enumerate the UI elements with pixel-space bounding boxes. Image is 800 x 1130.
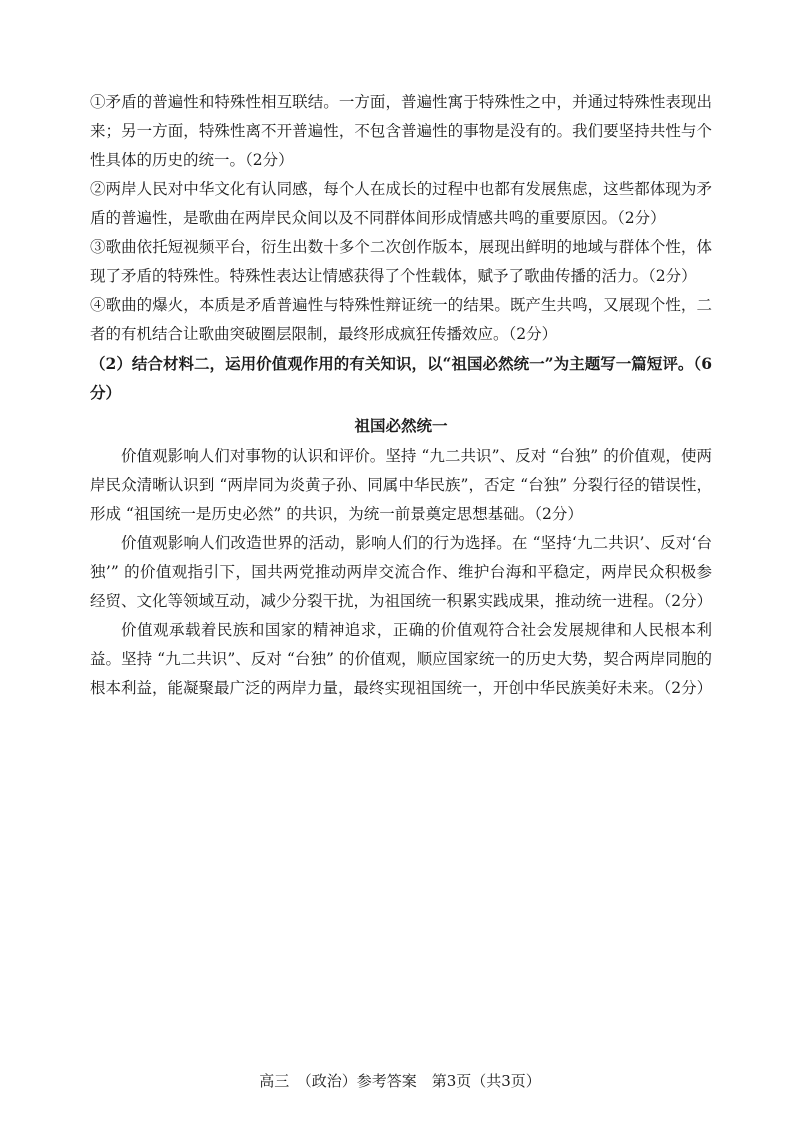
- essay-paragraph-2: 价值观影响人们改造世界的活动，影响人们的行为选择。在 “坚持‘九二共识’、反对‘台独’” 的价值观指引下，国共两党推动两岸交流合作、维护台海和平稳定，两岸民众积极参经贸、文化等领域互动，减少分裂干扰，为祖国统一积累实践成果，推动统一进程。（2分）: [90, 534, 713, 610]
- page-footer: 高三 （政治）参考答案 第3页（共3页）: [259, 1072, 541, 1090]
- answer-content: [90, 88, 712, 703]
- answer-point-4: ④歌曲的爆火，本质是矛盾普遍性与特殊性辩证统一的结果。既产生共鸣，又展现个性，二者的有机结合让歌曲突破圈层限制，最终形成疯狂传播效应。（2分）: [90, 296, 712, 343]
- answer-point-3: ③歌曲依托短视频平台，衍生出数十多个二次创作版本，展现出鲜明的地域与群体个性，体现了矛盾的特殊性。特殊性表达让情感获得了个性载体，赋予了歌曲传播的活力。（2分）: [90, 238, 712, 285]
- question-2: （2）结合材料二，运用价值观作用的有关知识，以“祖国必然统一”为主题写一篇短评。（6分）: [90, 354, 712, 402]
- essay-title: 祖国必然统一: [354, 416, 448, 435]
- essay-paragraph-1: 价值观影响人们对事物的认识和评价。坚持 “九二共识”、反对 “台独” 的价值观，使两岸民众清晰认识到 “两岸同为炎黄子孙、同属中华民族”，否定 “台独” 分裂行径的错误性，形成 “祖国统一是历史必然” 的共识，为统一前景奠定思想基础。（2分）: [90, 447, 712, 523]
- answer-point-2: ②两岸人民对中华文化有认同感，每个人在成长的过程中也都有发展焦虑，这些都体现为矛盾的普遍性，是歌曲在两岸民众间以及不同群体间形成情感共鸣的重要原因。（2分）: [90, 180, 712, 227]
- answer-point-1: ①矛盾的普遍性和特殊性相互联结。一方面，普遍性寓于特殊性之中，并通过特殊性表现出来；另一方面，特殊性离不开普遍性，不包含普遍性的事物是没有的。我们要坚持共性与个性具体的历史的统一。（2分）: [90, 93, 712, 169]
- essay-paragraph-3: 价值观承载着民族和国家的精神追求，正确的价值观符合社会发展规律和人民根本利益。坚持 “九二共识”、反对 “台独” 的价值观，顺应国家统一的历史大势，契合两岸同胞的根本利益，能凝聚最广泛的两岸力量，最终实现祖国统一，开创中华民族美好未来。（2分）: [90, 621, 713, 697]
